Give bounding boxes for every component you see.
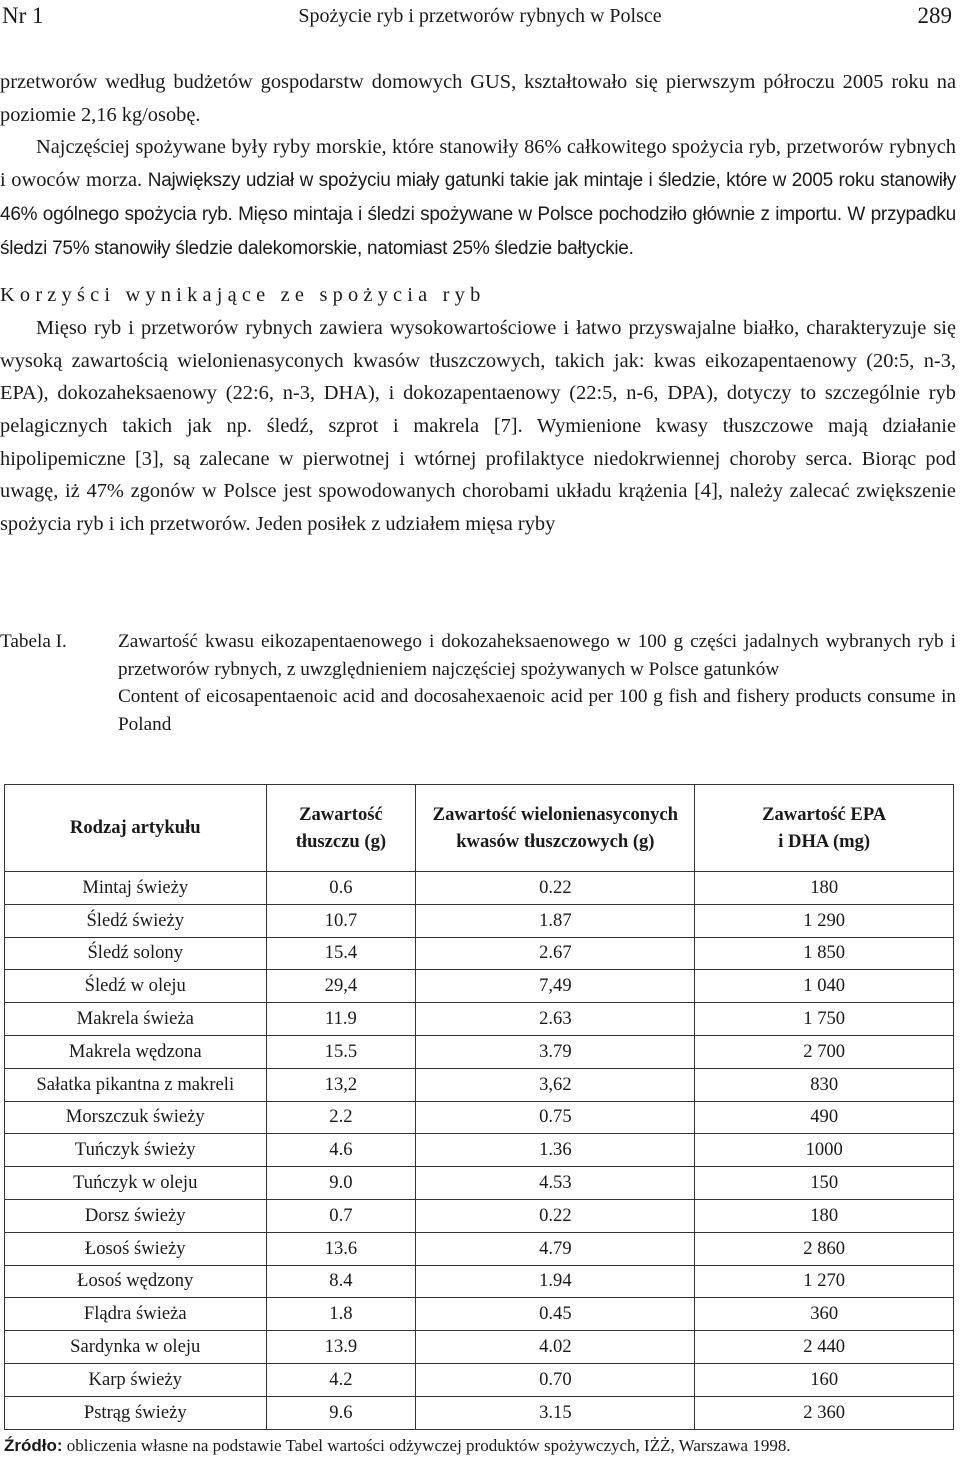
cell-fat: 15.4 (266, 937, 416, 970)
cell-epa-dha: 490 (695, 1101, 954, 1134)
cell-epa-dha: 1 850 (695, 937, 954, 970)
table-row (5, 1035, 954, 1068)
cell-product: Morszczuk świeży (5, 1101, 267, 1134)
cell-fat: 4.2 (266, 1363, 416, 1396)
article-body (0, 66, 956, 541)
cell-fat: 11.9 (266, 1003, 416, 1036)
cell-epa-dha: 150 (695, 1167, 954, 1200)
cell-fat: 29,4 (266, 970, 416, 1003)
cell-product: Śledź solony (5, 937, 267, 970)
paragraph-species-share: Największy udział w spożyciu miały gatunki takie jak mintaje i śledzie, które w 2005 roku stanowiły 46% ogólnego spożycia ryb. Mięso mintaja i śledzi spożywane w Polsce pochodziło głównie z importu. W przypadku śledzi 75% stanowiły śledzie dalekomorskie, natomiast 25% śledzie bałtyckie. (0, 170, 956, 259)
cell-epa-dha: 1000 (695, 1134, 954, 1167)
cell-pufa: 0.75 (416, 1101, 695, 1134)
page-number: 289 (917, 3, 952, 28)
paragraph-benefits: Mięso ryb i przetworów rybnych zawiera wysokowartościowe i łatwo przyswajalne białko, charakteryzuje się wysoką zawartością wielonienasyconych kwasów tłuszczowych, takich jak: kwas eikozapentaenowy (20:5, n-3, EPA), dokozaheksaenowy (22:6, n-3, DHA), i dokozapentaenowy (22:5, n-6, DPA), dotyczy to szczególnie ryb pelagicznych takich jak np. śledź, szprot i makrela [7]. Wymienione kwasy tłuszczowe mają działanie hipolipemiczne [3], są zalecane w pierwotnej i wtórnej profilaktyce niedokrwiennej choroby serca. Biorąc pod uwagę, iż 47% zgonów w Polsce jest spowodowanych chorobami układu krążenia [4], należy zalecać zwiększenie spożycia ryb i ich przetworów. Jeden posiłek z udziałem mięsa ryby (0, 316, 956, 536)
cell-epa-dha: 2 360 (695, 1396, 954, 1429)
cell-epa-dha: 1 750 (695, 1003, 954, 1036)
table-header-row (5, 785, 954, 872)
cell-product: Karp świeży (5, 1363, 267, 1396)
cell-product: Łosoś wędzony (5, 1265, 267, 1298)
cell-fat: 15.5 (266, 1035, 416, 1068)
cell-pufa: 0.22 (416, 872, 695, 905)
cell-pufa: 0.45 (416, 1298, 695, 1331)
cell-product: Flądra świeża (5, 1298, 267, 1331)
cell-fat: 13,2 (266, 1068, 416, 1101)
caption-polish: Zawartość kwasu eikozapentaenowego i dokozaheksaenowego w 100 g części jadalnych wybranych ryb i przetworów rybnych, z uwzględnieniem najczęściej spożywanych w Polsce gatunków (118, 631, 956, 680)
cell-pufa: 3,62 (416, 1068, 695, 1101)
cell-fat: 9.0 (266, 1167, 416, 1200)
cell-product: Pstrąg świeży (5, 1396, 267, 1429)
journal-number: Nr 1 (2, 3, 44, 28)
cell-epa-dha: 1 290 (695, 904, 954, 937)
running-header (0, 0, 960, 32)
cell-product: Sałatka pikantna z makreli (5, 1068, 267, 1101)
header-pufa (416, 785, 695, 872)
cell-epa-dha: 2 700 (695, 1035, 954, 1068)
cell-product: Łosoś świeży (5, 1232, 267, 1265)
cell-epa-dha: 2 860 (695, 1232, 954, 1265)
cell-epa-dha: 160 (695, 1363, 954, 1396)
table-body (5, 872, 954, 1430)
cell-pufa: 0.70 (416, 1363, 695, 1396)
header-fat (266, 785, 416, 872)
table-row (5, 1167, 954, 1200)
header-fat-text: Zawartość tłuszczu (g) (295, 803, 387, 852)
cell-epa-dha: 180 (695, 872, 954, 905)
cell-pufa: 2.63 (416, 1003, 695, 1036)
cell-product: Śledź świeży (5, 904, 267, 937)
header-pufa-text: Zawartość wielonienasyconych kwasów tłuszczowych (g) (432, 803, 678, 852)
table-row (5, 904, 954, 937)
header-epa-dha-text: Zawartość EPA i DHA (mg) (762, 803, 887, 852)
cell-pufa: 3.15 (416, 1396, 695, 1429)
cell-epa-dha: 180 (695, 1199, 954, 1232)
table-row (5, 1068, 954, 1101)
cell-fat: 2.2 (266, 1101, 416, 1134)
table-row (5, 970, 954, 1003)
cell-product: Sardynka w oleju (5, 1331, 267, 1364)
table-row (5, 1396, 954, 1429)
section-heading: Korzyści wynikające ze spożycia ryb (0, 284, 486, 307)
cell-pufa: 4.53 (416, 1167, 695, 1200)
cell-fat: 8.4 (266, 1265, 416, 1298)
paragraph-continuation: przetworów według budżetów gospodarstw domowych GUS, kształtowało się pierwszym półroczu 2005 roku na poziomie 2,16 kg/osobę. (0, 71, 956, 126)
cell-pufa: 1.94 (416, 1265, 695, 1298)
cell-pufa: 0.22 (416, 1199, 695, 1232)
cell-pufa: 7,49 (416, 970, 695, 1003)
table-row (5, 872, 954, 905)
cell-product: Tuńczyk świeży (5, 1134, 267, 1167)
table-row (5, 1363, 954, 1396)
table-row (5, 1003, 954, 1036)
paragraph-sea-fish-text: Najczęściej spożywane były ryby morskie, które stanowiły 86% całkowitego spożycia ryb, przetworów rybnych i owoców morza. (0, 136, 956, 192)
table-caption-text (118, 628, 956, 738)
table-row (5, 1232, 954, 1265)
cell-fat: 10.7 (266, 904, 416, 937)
cell-epa-dha: 830 (695, 1068, 954, 1101)
cell-epa-dha: 1 040 (695, 970, 954, 1003)
table-row (5, 1331, 954, 1364)
source-note (4, 1436, 956, 1456)
paragraph-sea-fish (0, 131, 956, 265)
table-label: Tabela I. (0, 631, 67, 652)
cell-product: Makrela wędzona (5, 1035, 267, 1068)
source-text: obliczenia własne na podstawie Tabel wartości odżywczej produktów spożywczych, IŻŻ, Warszawa 1998. (66, 1436, 791, 1455)
cell-product: Tuńczyk w oleju (5, 1167, 267, 1200)
table-row (5, 1298, 954, 1331)
cell-fat: 13.9 (266, 1331, 416, 1364)
table-row (5, 1101, 954, 1134)
cell-epa-dha: 2 440 (695, 1331, 954, 1364)
cell-product: Dorsz świeży (5, 1199, 267, 1232)
cell-fat: 13.6 (266, 1232, 416, 1265)
header-epa-dha (695, 785, 954, 872)
epa-dha-table (4, 784, 954, 1430)
cell-pufa: 3.79 (416, 1035, 695, 1068)
running-title: Spożycie ryb i przetworów rybnych w Polsce (298, 5, 662, 27)
header-product: Rodzaj artykułu (5, 785, 267, 872)
cell-fat: 0.6 (266, 872, 416, 905)
cell-pufa: 1.87 (416, 904, 695, 937)
cell-fat: 0.7 (266, 1199, 416, 1232)
cell-pufa: 2.67 (416, 937, 695, 970)
cell-pufa: 1.36 (416, 1134, 695, 1167)
cell-fat: 4.6 (266, 1134, 416, 1167)
cell-fat: 1.8 (266, 1298, 416, 1331)
cell-epa-dha: 360 (695, 1298, 954, 1331)
caption-english: Content of eicosapentaenoic acid and docosahexaenoic acid per 100 g fish and fishery products consume in Poland (118, 686, 956, 735)
cell-product: Mintaj świeży (5, 872, 267, 905)
table-row (5, 937, 954, 970)
cell-fat: 9.6 (266, 1396, 416, 1429)
table-row (5, 1265, 954, 1298)
source-label: Źródło: (4, 1436, 63, 1455)
cell-epa-dha: 1 270 (695, 1265, 954, 1298)
cell-product: Śledź w oleju (5, 970, 267, 1003)
cell-pufa: 4.02 (416, 1331, 695, 1364)
table-row (5, 1199, 954, 1232)
table-row (5, 1134, 954, 1167)
cell-pufa: 4.79 (416, 1232, 695, 1265)
cell-product: Makrela świeża (5, 1003, 267, 1036)
